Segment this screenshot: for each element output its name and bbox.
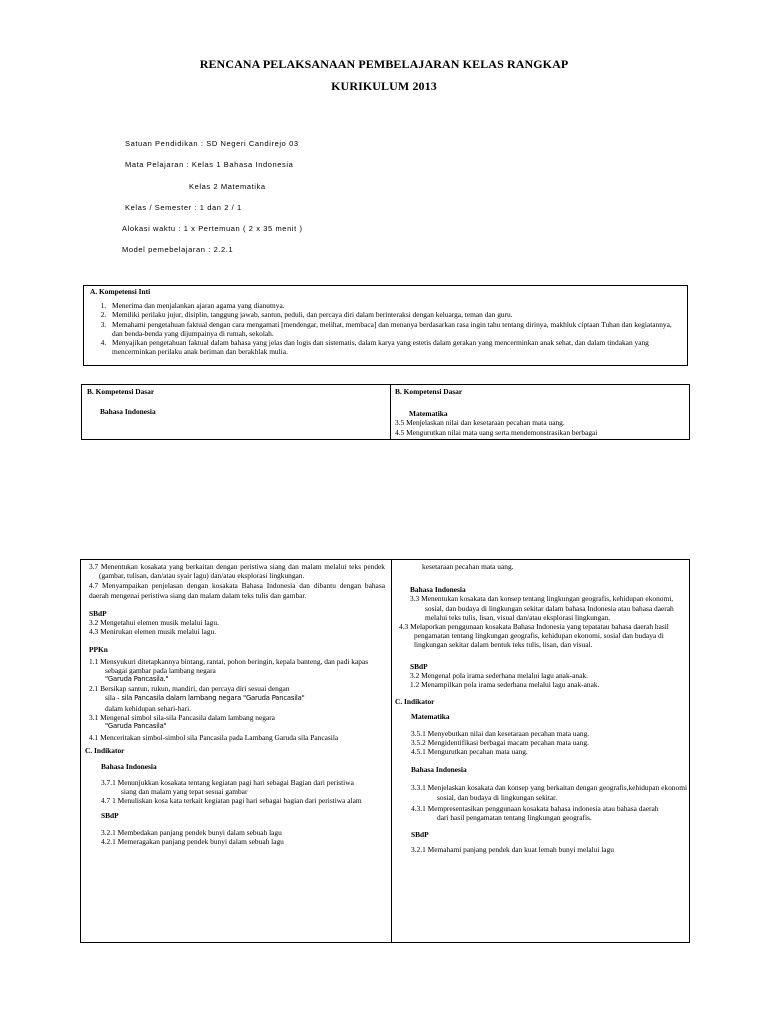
indikator-3-3-1: 3.3.1 Menjelaskan kosakata dan konsep yang berkaitan dengan geografis,kehidupan ekonomi sosial, dan budaya di lingkungan sekitar. xyxy=(411,783,687,802)
ppkn-2-1-cont: dalam kehidupan sehari-hari. xyxy=(105,703,191,713)
indikator-heading-right: C. Indikator xyxy=(395,697,435,707)
indikator-bahasa-indonesia: Bahasa Indonesia xyxy=(101,761,157,771)
ppkn-4-1: 4.1 Menceritakan simbol-simbol sila Pancasila pada Lambang Garuda sila Pancasila xyxy=(89,733,339,743)
indikator-bahasa-indonesia-right: Bahasa Indonesia xyxy=(411,765,467,775)
kd-3-3: 3.3 Menentukan kosakata dan konsep tentang lingkungan geografis, kehidupan ekonomi, sosial, dan budaya di lingkungan sekitar dalam bahasa Indonesia atau bahasa daerah melalui teks tulis, lisan, visual dan/atau eksplorasi lingkungan. xyxy=(410,594,674,622)
ki-item: 4. Menyajikan pengetahuan faktual dalam bahasa yang jelas dan logis dan sistematis, dalam karya yang estetis dalam gerakan yang mencerminkan anak sehat, dan dalam tindakan yang mencerminkan perilaku anak beriman dan berakhlak mulia. xyxy=(108,338,681,356)
kd-right-item: 4.5 Mengurutkan nilai mata uang serta mendemonstrasikan berbagai xyxy=(395,428,598,437)
indikator-3-7-1: 3.7.1 Menunjukkan kosakata tentang kegiatan pagi hari sebagai Bagian dari peristiwa siang dan malam yang tepat sesuai gambar xyxy=(101,777,354,797)
left-column xyxy=(85,562,385,846)
info-satuan: Satuan Pendidikan : SD Negeri Candirejo 03 xyxy=(125,139,299,148)
indikator-3-5-2: 3.5.2 Mengidentifikasi berbagai macam pecahan mata uang. xyxy=(411,737,589,747)
sbdp-1-2: 1.2 Menampilkan pola irama sederhana melalui lagu anak-anak. xyxy=(410,680,600,690)
indikator-matematika: Matematika xyxy=(411,712,450,722)
kd-left-subject: Bahasa Indonesia xyxy=(100,407,156,416)
kd-4-7: 4.7 Menyampaikan penjelasan dengan kosakata Bahasa Indonesia dan dibantu dengan bahasa daerah mengenai peristiwa siang dan malam dalam teks tulis dan gambar. xyxy=(89,581,385,600)
indikator-4-2-1: 4.2.1 Memeragakan panjang pendek bunyi dalam sebuah lagu xyxy=(101,836,284,846)
kompetensi-inti-heading: A. Kompetensi Inti xyxy=(90,287,151,296)
indikator-sbdp-right: SBdP xyxy=(411,830,429,840)
indikator-3-2-1-right: 3.2.1 Memahami panjang pendek dan kuat lemah bunyi melalui lagu xyxy=(411,845,614,855)
kd-4-3: 4.3 Melaporkan penggunaan kosakata Bahasa Indonesia yang tepatatau bahasa daerah hasil pengamatan tentang lingkungan geografis, kehidupan ekonomi, sosial dan budaya di lingkungan sekitar dalam bentuk teks tulis, lisan, dan visual. xyxy=(399,622,669,650)
document-title: RENCANA PELAKSANAAN PEMBELAJARAN KELAS RANGKAP xyxy=(199,57,569,71)
ppkn-2-1: 2.1 Bersikap santun, rukun, mandiri, dan percaya diri sesuai dengan xyxy=(89,684,290,694)
indikator-heading-left: C. Indikator xyxy=(85,746,125,756)
ppkn-1-1-handwritten: "Garuda Pancasila." xyxy=(105,675,169,684)
indikator-4-7-1: 4.7 1 Menuliskan kosa kata terkait kegiatan pagi hari sebagai bagian dari peristiwa alam xyxy=(101,796,362,806)
kd-right-subject: Matematika xyxy=(409,409,448,418)
info-alokasi-waktu: Alokasi waktu : 1 x Pertemuan ( 2 x 35 menit ) xyxy=(122,224,303,233)
sbdp-item: 4.3 Menirukan elemen musik melalui lagu. xyxy=(89,627,217,637)
kd-3-7: 3.7 Menentukan kosakata yang berkaitan dengan peristiwa siang dan malam melalui teks pendek (gambar, tulisan, dan/atau syair lagu) dan/atau eksplorasi lingkungan. xyxy=(89,562,385,581)
ppkn-2-1-line xyxy=(89,693,385,703)
indikator-3-2-1: 3.2.1 Membedakan panjang pendek bunyi dalam sebuah lagu xyxy=(101,827,282,837)
ki-item: 2. Memiliki perilaku jujur, disiplin, tanggung jawab, santun, peduli, dan percaya diri dalam berinteraksi dengan keluarga, teman dan guru. xyxy=(108,310,681,319)
column-divider xyxy=(390,385,391,439)
kd-right-item: 3.5 Menjelaskan nilai dan kesetaraan pecahan mata uang. xyxy=(395,418,565,427)
kd-right-heading: B. Kompetensi Dasar xyxy=(395,387,463,396)
indikator-4-3-1: 4.3.1 Mempresentasikan penggunaan kosakata bahasa indonesia atau bahasa daerah dari hasil pengamatan tentang lingkungan geografis. xyxy=(411,803,659,823)
indikator-sbdp: SBdP xyxy=(101,811,119,821)
kd-4-5-cont: kesetaraan pecahan mata uang. xyxy=(422,562,514,571)
ppkn-2-1-handwritten: sila Pancasila dalam lambang negara "Garuda Pancasila" xyxy=(121,694,305,703)
info-mapel-kelas2: Kelas 2 Matematika xyxy=(189,182,266,191)
indikator-4-5-1: 4.5.1 Mengurutkan pecahan mata uang. xyxy=(411,747,528,757)
info-model: Model pemebelajaran : 2.2.1 xyxy=(122,245,234,254)
sbdp-heading-right: SBdP xyxy=(410,661,428,671)
kompetensi-inti-box xyxy=(83,285,688,366)
kompetensi-inti-list xyxy=(90,301,681,356)
bahasa-indonesia-heading: Bahasa Indonesia xyxy=(410,585,466,595)
ppkn-heading: PPKn xyxy=(89,645,108,655)
ki-item: 1. Menerima dan menjalankan ajaran agama yang dianutnya. xyxy=(108,301,681,310)
ki-item: 3. Memahami pengetahuan faktual dengan cara mengamati [mendengar, melihat, membaca] dan menanya berdasarkan rasa ingin tahu tentang dirinya, makhluk ciptaan Tuhan dan kegiatannya, dan benda-benda yang dijumpainya di rumah, sekolah. xyxy=(108,320,681,338)
main-content-box xyxy=(80,559,690,943)
sbdp-3-2: 3.2 Mengenal pola irama sederhana melalui lagu anak-anak. xyxy=(410,670,588,680)
info-mapel-kelas1: Mata Pelajaran : Kelas 1 Bahasa Indonesia xyxy=(125,160,294,169)
ppkn-2-1-prefix: sila - xyxy=(105,693,122,703)
kd-left-heading: B. Kompetensi Dasar xyxy=(87,387,155,396)
indikator-3-5-1: 3.5.1 Menyebutkan nilai dan kesetaraan pecahan mata uang. xyxy=(411,728,590,738)
ppkn-3-1: 3.1 Mengenal simbol sila-sila Pancasila dalam lambang negara xyxy=(89,712,275,722)
document-subtitle: KURIKULUM 2013 xyxy=(331,79,437,93)
right-column xyxy=(395,562,687,855)
ppkn-3-1-handwritten: "Garuda Pancasila" xyxy=(105,722,167,731)
sbdp-heading: SBdP xyxy=(89,608,107,618)
info-kelas-semester: Kelas / Semester : 1 dan 2 / 1 xyxy=(125,203,242,212)
column-divider xyxy=(391,560,392,942)
sbdp-item: 3.2 Mengetahui elemen musik melalui lagu. xyxy=(89,618,219,628)
kompetensi-dasar-box xyxy=(81,384,690,440)
ppkn-1-1: 1.1 Mensyukuri ditetapkannya bintang, rantai, pohon beringin, kepala banteng, dan padi kapas sebagai gambar pada lambang negara xyxy=(89,656,369,675)
